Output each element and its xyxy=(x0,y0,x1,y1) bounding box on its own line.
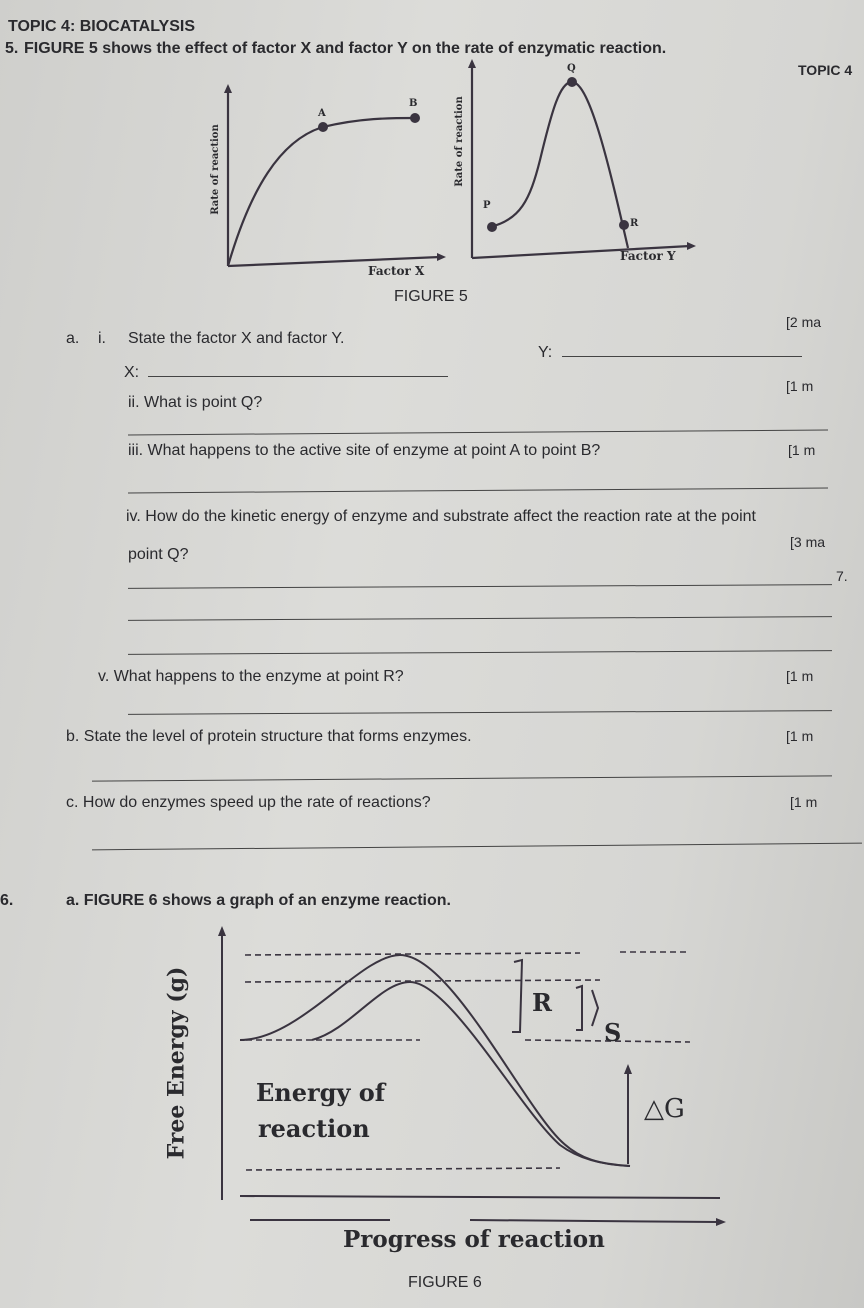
left-ylabel: Rate of reaction xyxy=(209,124,221,215)
label-s: S xyxy=(604,1018,622,1047)
left-xlabel: Factor X xyxy=(368,264,425,278)
right-xlabel: Factor Y xyxy=(620,249,676,263)
topic-side-label: TOPIC 4 xyxy=(798,62,853,78)
figure-5-caption: FIGURE 5 xyxy=(394,288,468,305)
b-marks: [1 m xyxy=(786,728,814,744)
label-q: Q xyxy=(567,63,576,74)
b-text: b. State the level of protein structure that forms enzymes. xyxy=(66,728,472,745)
ai-label: i. xyxy=(98,330,106,347)
c-marks: [1 m xyxy=(790,794,818,810)
label-reaction: reaction xyxy=(258,1114,370,1143)
aii-marks: [1 m xyxy=(786,378,814,394)
aii-text: ii. What is point Q? xyxy=(128,394,263,411)
aiii-marks: [1 m xyxy=(788,442,816,458)
label-delta-g: △G xyxy=(644,1094,685,1124)
q6-a-text: a. FIGURE 6 shows a graph of an enzyme reaction. xyxy=(66,892,451,909)
label-r: R xyxy=(630,218,639,229)
label-energy-of: Energy of xyxy=(256,1078,386,1107)
topic-title: TOPIC 4: BIOCATALYSIS xyxy=(8,18,195,35)
y-label: Y: xyxy=(538,344,553,361)
aiv-text: iv. How do the kinetic energy of enzyme and substrate affect the reaction rate at the point xyxy=(126,508,756,525)
x-label: X: xyxy=(124,364,140,381)
right-ylabel: Rate of reaction xyxy=(453,96,465,187)
aiii-text: iii. What happens to the active site of enzyme at point A to point B? xyxy=(128,442,601,459)
aiv-note: 7. xyxy=(836,568,848,584)
aiv-marks: [3 ma xyxy=(790,534,826,550)
fig6-ylabel: Free Energy (g) xyxy=(163,966,190,1160)
ai-marks: [2 ma xyxy=(786,314,822,330)
label-r-fig6: R xyxy=(532,988,552,1017)
c-text: c. How do enzymes speed up the rate of reactions? xyxy=(66,794,431,811)
q6-number: 6. xyxy=(0,892,14,909)
av-marks: [1 m xyxy=(786,668,814,684)
label-a: A xyxy=(318,108,326,119)
q5-number: 5. xyxy=(5,40,19,57)
x-axis xyxy=(470,1220,718,1222)
label-b: B xyxy=(409,98,418,109)
ai-text: State the factor X and factor Y. xyxy=(128,330,345,347)
figure-6-caption: FIGURE 6 xyxy=(408,1274,482,1291)
av-text: v. What happens to the enzyme at point R? xyxy=(98,668,404,685)
fig6-xlabel: Progress of reaction xyxy=(343,1226,605,1253)
label-p: P xyxy=(483,200,491,211)
aiv-text-2: point Q? xyxy=(128,546,189,563)
a-label: a. xyxy=(66,330,80,347)
q5-intro: FIGURE 5 shows the effect of factor X and factor Y on the rate of enzymatic reaction. xyxy=(24,40,667,57)
